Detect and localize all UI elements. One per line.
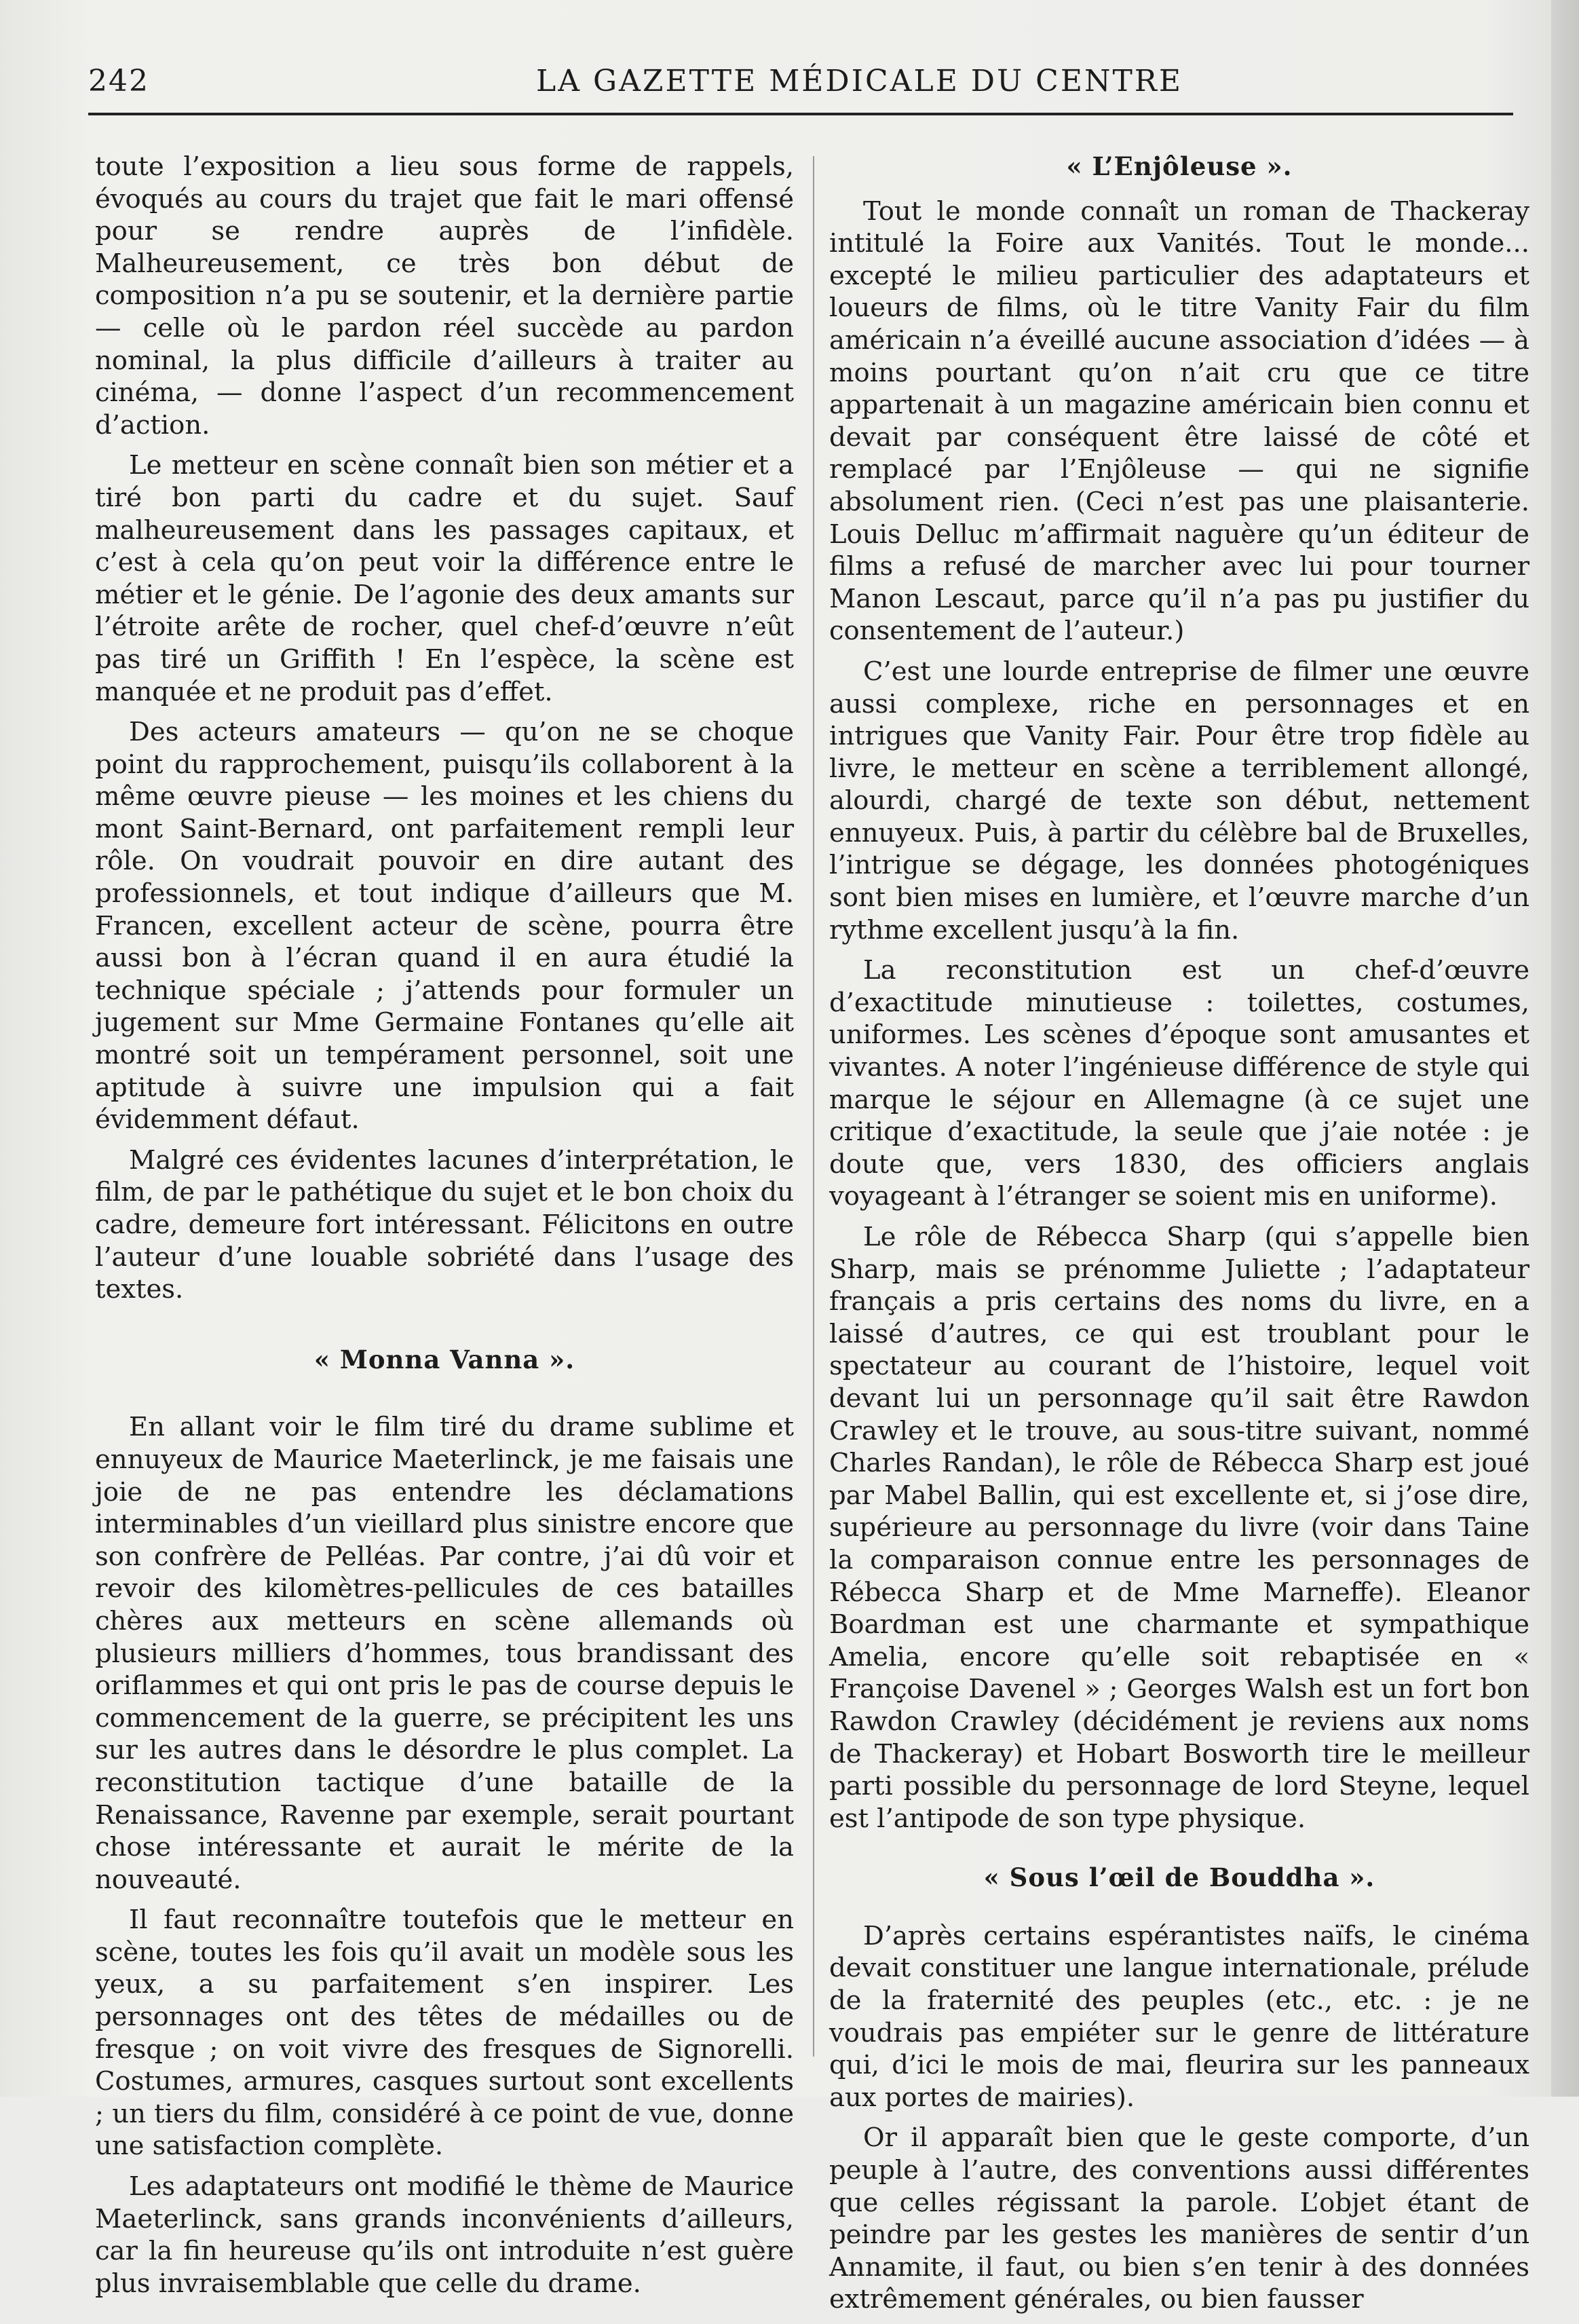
section-heading-enjoleuse: « L’Enjôleuse ». [1066,151,1293,181]
paragraph: La reconstitution est un chef-d’œuvre d’exactitude minutieuse : toilettes, costumes, uniformes. Les scènes d’époque sont amusantes et vivantes. A noter l’ingénieuse différence de style qui marque le séjour en Allemagne (à ce sujet une critique d’exactitude, la seule que j’aie notée : je doute que, vers 1830, des officiers anglais voyageant à l’étranger se soient mis en uniforme). [829,955,1529,1212]
paragraph: toute l’exposition a lieu sous forme de rappels, évoqués au cours du trajet que fait le mari offensé pour se rendre auprès de l’infidèle. Malheureusement, ce très bon début de composition n’a pu se soutenir, et la dernière partie — celle où le pardon réel succède au pardon nominal, la plus difficile d’ailleurs à traiter au cinéma, — donne l’aspect d’un recommencement d’action. [95,151,794,441]
section-heading-bouddha: « Sous l’œil de Bouddha ». [983,1862,1375,1893]
paragraph: D’après certains espérantistes naïfs, le cinéma devait constituer une langue internationale, prélude de la fraternité des peuples (etc., etc. : je ne voudrais pas empiéter sur le genre de littérature qui, d’ici le mois de mai, fleurira sur les panneaux aux portes de mairies). [829,1920,1529,2113]
page-edge-shadow [1551,0,1579,2097]
paragraph: Malgré ces évidentes lacunes d’interprétation, le film, de par le pathétique du sujet et le bon choix du cadre, demeure fort intéressant. Félicitons en outre l’auteur d’une louable sobriété dans l’usage des textes. [95,1144,794,1305]
right-column [829,151,1529,2324]
page-header [88,60,1513,107]
paragraph: En allant voir le film tiré du drame sublime et ennuyeux de Maurice Maeterlinck, je me faisais une joie de ne pas entendre les déclamations interminables d’un vieillard plus sinistre encore que son confrère de Pelléas. Par contre, j’ai dû voir et revoir des kilomètres-pellicules de ces batailles chères aux metteurs en scène allemands où plusieurs milliers d’hommes, tous brandissant des oriflammes et qui ont pris le pas de course depuis le commencement de la guerre, se précipitent les uns sur les autres dans le désordre le plus complet. La reconstitution tactique d’une bataille de la Renaissance, Ravenne par exemple, serait pourtant chose intéressante et aurait le mérite de la nouveauté. [95,1412,794,1895]
paragraph: Les adaptateurs ont modifié le thème de Maurice Maeterlinck, sans grands inconvénients d’ailleurs, car la fin heureuse qu’ils ont introduite n’est guère plus invraisemblable que celle du drame. [95,2171,794,2299]
paragraph: Le metteur en scène connaît bien son métier et a tiré bon parti du cadre et du sujet. Sauf malheureusement dans les passages capitaux, et c’est à cela qu’on peut voir la différence entre le métier et le génie. De l’agonie des deux amants sur l’étroite arête de rocher, quel chef-d’œuvre n’eût pas tiré un Griffith ! En l’espèce, la scène est manquée et ne produit pas d’effet. [95,450,794,707]
left-column [95,151,794,2308]
paragraph: Le rôle de Rébecca Sharp (qui s’appelle bien Sharp, mais se prénomme Juliette ; l’adaptateur français a pris certains des noms du livre, en a laissé d’autres, ce qui est troublant pour le spectateur au courant de l’histoire, lequel voit devant lui un personnage qu’il sait être Rawdon Crawley et le trouve, au sous-titre suivant, nommé Charles Randan), le rôle de Rébecca Sharp est joué par Mabel Ballin, qui est excellente et, si j’ose dire, supérieure au personnage du livre (voir dans Taine la comparaison connue entre les personnages de Rébecca Sharp et de Mme Marneffe). Eleanor Boardman est une charmante et sympathique Amelia, encore qu’elle soit rebaptisée en « Françoise Davenel » ; Georges Walsh est un fort bon Rawdon Crawley (décidément je reviens aux noms de Thackeray) et Hobart Bosworth tire le meilleur parti possible du personnage de lord Steyne, lequel est l’antipode de son type physique. [829,1222,1529,1834]
section-heading-monna-vanna: « Monna Vanna ». [313,1344,575,1374]
column-divider [813,156,814,2057]
paragraph: Tout le monde connaît un roman de Thackeray intitulé la Foire aux Vanités. Tout le monde... excepté le milieu particulier des adaptateurs et loueurs de films, où le titre Vanity Fair du film américain n’a éveillé aucune association d’idées — à moins pourtant qu’on n’ait cru que ce titre appartenait à un magazine américain bien connu et devait par conséquent être laissé de côté et remplacé par l’Enjôleuse — qui ne signifie absolument rien. (Ceci n’est pas une plaisanterie. Louis Delluc m’affirmait naguère qu’un éditeur de films a refusé de marcher avec lui pour tourner Manon Lescaut, parce qu’il n’a pas pu justifier du consentement de l’auteur.) [829,195,1529,647]
header-rule [88,113,1513,115]
paragraph: Il faut reconnaître toutefois que le metteur en scène, toutes les fois qu’il avait un modèle sous les yeux, a su parfaitement s’en inspirer. Les personnages ont des têtes de médailles ou de fresque ; on voit vivre des fresques de Signorelli. Costumes, armures, casques surtout sont excellents ; un tiers du film, considéré à ce point de vue, donne une satisfaction complète. [95,1905,794,2162]
page-number: 242 [88,64,149,98]
paragraph: C’est une lourde entreprise de filmer une œuvre aussi complexe, riche en personnages et en intrigues que Vanity Fair. Pour être trop fidèle au livre, le metteur en scène a terriblement allongé, alourdi, chargé de texte son début, nettement ennuyeux. Puis, à partir du célèbre bal de Bruxelles, l’intrigue se dégage, les données photogéniques sont bien mises en lumière, et l’œuvre marche d’un rythme excellent jusqu’à la fin. [829,656,1529,945]
journal-title: LA GAZETTE MÉDICALE DU CENTRE [536,64,1183,98]
paragraph: Des acteurs amateurs — qu’on ne se choque point du rapprochement, puisqu’ils collaborent à la même œuvre pieuse — les moines et les chiens du mont Saint-Bernard, ont parfaitement rempli leur rôle. On voudrait pouvoir en dire autant des professionnels, et tout indique d’ailleurs que M. Francen, excellent acteur de scène, pourra être aussi bon à l’écran quand il en aura étudié la technique spéciale ; j’attends pour formuler un jugement sur Mme Germaine Fontanes qu’elle ait montré soit un tempérament personnel, soit une aptitude à suivre une impulsion qui a fait évidemment défaut. [95,717,794,1136]
paragraph: Or il apparaît bien que le geste comporte, d’un peuple à l’autre, des conventions aussi différentes que celles régissant la parole. L’objet étant de peindre par les gestes les manières de sentir d’un Annamite, il faut, ou bien s’en tenir à des données extrêmement générales, ou bien fausser [829,2122,1529,2315]
